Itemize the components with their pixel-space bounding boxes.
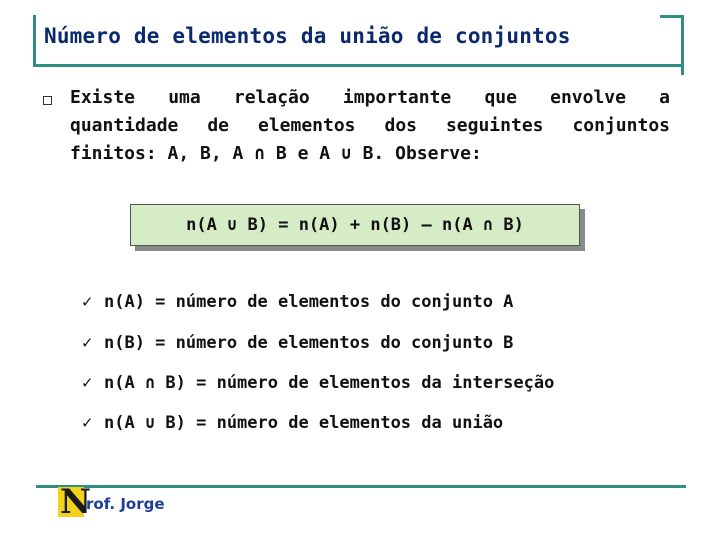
paragraph-line: finitos: A, B, A ∩ B e A ∪ B. Observe: <box>70 143 482 164</box>
paragraph-line: quantidade de elementos dos seguintes conjuntos <box>70 115 670 136</box>
check-list-item <box>82 333 513 353</box>
logo-text: rof. Jorge <box>86 495 165 513</box>
check-list-item <box>82 292 513 312</box>
formula-box <box>130 204 580 246</box>
checkmark-icon: ✓ <box>82 333 93 353</box>
slide-title: Número de elementos da união de conjuntos <box>44 24 571 48</box>
checkmark-icon: ✓ <box>82 413 93 433</box>
paragraph-line: Existe uma relação importante que envolve a <box>70 87 670 108</box>
checkmark-icon: ✓ <box>82 373 93 393</box>
title-frame-bottom <box>33 64 684 67</box>
checkmark-icon: ✓ <box>82 292 93 312</box>
formula-text: n(A ∪ B) = n(A) + n(B) – n(A ∩ B) <box>186 215 524 235</box>
check-list-item <box>82 373 554 393</box>
bullet-paragraph <box>70 84 670 168</box>
title-frame-left <box>33 15 36 67</box>
check-list-item <box>82 413 503 433</box>
logo-letter: N <box>60 482 92 522</box>
square-bullet-icon <box>43 96 52 105</box>
check-item-text: n(B) = número de elementos do conjunto B <box>104 333 514 353</box>
author-logo <box>58 482 165 522</box>
check-item-text: n(A ∩ B) = número de elementos da interseção <box>104 373 555 393</box>
check-item-text: n(A) = número de elementos do conjunto A <box>104 292 514 312</box>
logo-letter-block <box>58 482 92 522</box>
check-item-text: n(A ∪ B) = número de elementos da união <box>104 413 504 433</box>
